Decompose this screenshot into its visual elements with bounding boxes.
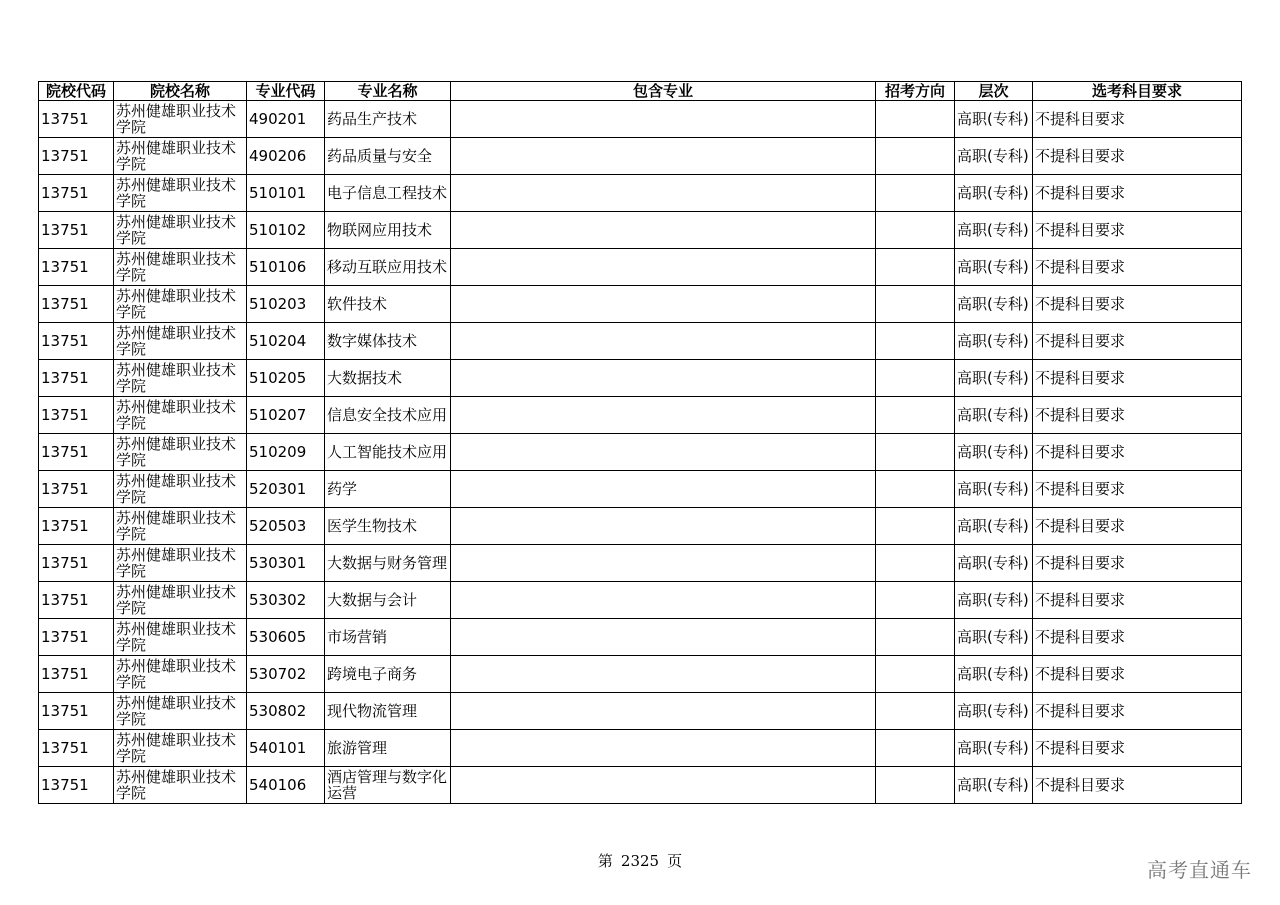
cell-included-majors [451, 619, 876, 656]
cell-included-majors [451, 693, 876, 730]
table-row [39, 582, 1242, 619]
cell-level: 高职(专科) [955, 360, 1033, 397]
table-row [39, 545, 1242, 582]
cell-direction [876, 767, 955, 804]
cell-level: 高职(专科) [955, 508, 1033, 545]
table-header-row [39, 82, 1242, 101]
cell-school-code: 13751 [39, 582, 114, 619]
cell-school-code: 13751 [39, 101, 114, 138]
cell-subject-requirement: 不提科目要求 [1033, 767, 1242, 804]
header-subject-requirement: 选考科目要求 [1033, 82, 1242, 101]
cell-major-name: 现代物流管理 [325, 693, 451, 730]
cell-major-name: 跨境电子商务 [325, 656, 451, 693]
cell-school-code: 13751 [39, 434, 114, 471]
cell-included-majors [451, 471, 876, 508]
cell-subject-requirement: 不提科目要求 [1033, 619, 1242, 656]
cell-major-code: 540101 [247, 730, 325, 767]
cell-included-majors [451, 212, 876, 249]
cell-level: 高职(专科) [955, 397, 1033, 434]
cell-direction [876, 212, 955, 249]
watermark: 高考直通车 [1147, 858, 1252, 882]
table-row [39, 730, 1242, 767]
cell-school-name: 苏州健雄职业技术学院 [114, 656, 247, 693]
cell-school-code: 13751 [39, 656, 114, 693]
cell-school-name: 苏州健雄职业技术学院 [114, 619, 247, 656]
cell-direction [876, 249, 955, 286]
cell-subject-requirement: 不提科目要求 [1033, 693, 1242, 730]
cell-major-code: 520301 [247, 471, 325, 508]
cell-subject-requirement: 不提科目要求 [1033, 656, 1242, 693]
cell-major-code: 520503 [247, 508, 325, 545]
cell-included-majors [451, 175, 876, 212]
cell-major-code: 540106 [247, 767, 325, 804]
cell-direction [876, 693, 955, 730]
cell-major-code: 490206 [247, 138, 325, 175]
header-major-name: 专业名称 [325, 82, 451, 101]
table-row [39, 101, 1242, 138]
cell-level: 高职(专科) [955, 286, 1033, 323]
cell-included-majors [451, 249, 876, 286]
cell-major-name: 数字媒体技术 [325, 323, 451, 360]
cell-subject-requirement: 不提科目要求 [1033, 212, 1242, 249]
cell-included-majors [451, 545, 876, 582]
cell-included-majors [451, 767, 876, 804]
table-row [39, 434, 1242, 471]
cell-school-name: 苏州健雄职业技术学院 [114, 582, 247, 619]
cell-school-name: 苏州健雄职业技术学院 [114, 138, 247, 175]
table-body [39, 101, 1242, 804]
cell-subject-requirement: 不提科目要求 [1033, 249, 1242, 286]
table-row [39, 397, 1242, 434]
table-row [39, 138, 1242, 175]
header-included-majors: 包含专业 [451, 82, 876, 101]
cell-major-name: 旅游管理 [325, 730, 451, 767]
cell-direction [876, 138, 955, 175]
cell-school-code: 13751 [39, 212, 114, 249]
cell-level: 高职(专科) [955, 619, 1033, 656]
page-number [0, 850, 1280, 871]
cell-direction [876, 656, 955, 693]
table-row [39, 656, 1242, 693]
cell-major-name: 移动互联应用技术 [325, 249, 451, 286]
cell-school-name: 苏州健雄职业技术学院 [114, 730, 247, 767]
cell-school-name: 苏州健雄职业技术学院 [114, 323, 247, 360]
cell-direction [876, 508, 955, 545]
cell-level: 高职(专科) [955, 249, 1033, 286]
cell-subject-requirement: 不提科目要求 [1033, 471, 1242, 508]
cell-major-code: 530702 [247, 656, 325, 693]
table-row [39, 693, 1242, 730]
cell-included-majors [451, 582, 876, 619]
cell-school-code: 13751 [39, 730, 114, 767]
cell-level: 高职(专科) [955, 101, 1033, 138]
header-level: 层次 [955, 82, 1033, 101]
table-row [39, 471, 1242, 508]
cell-level: 高职(专科) [955, 656, 1033, 693]
cell-school-code: 13751 [39, 286, 114, 323]
cell-subject-requirement: 不提科目要求 [1033, 545, 1242, 582]
cell-major-name: 医学生物技术 [325, 508, 451, 545]
cell-direction [876, 397, 955, 434]
cell-major-name: 大数据与财务管理 [325, 545, 451, 582]
cell-included-majors [451, 397, 876, 434]
cell-direction [876, 323, 955, 360]
cell-school-code: 13751 [39, 323, 114, 360]
cell-level: 高职(专科) [955, 175, 1033, 212]
cell-school-code: 13751 [39, 767, 114, 804]
table-row [39, 360, 1242, 397]
cell-level: 高职(专科) [955, 545, 1033, 582]
cell-major-code: 530301 [247, 545, 325, 582]
page-suffix: 页 [667, 852, 683, 870]
cell-included-majors [451, 656, 876, 693]
cell-subject-requirement: 不提科目要求 [1033, 286, 1242, 323]
cell-major-name: 药品生产技术 [325, 101, 451, 138]
table-row [39, 619, 1242, 656]
cell-level: 高职(专科) [955, 138, 1033, 175]
cell-major-code: 510106 [247, 249, 325, 286]
cell-direction [876, 730, 955, 767]
cell-school-code: 13751 [39, 693, 114, 730]
cell-level: 高职(专科) [955, 730, 1033, 767]
cell-subject-requirement: 不提科目要求 [1033, 730, 1242, 767]
cell-included-majors [451, 360, 876, 397]
cell-major-name: 药学 [325, 471, 451, 508]
cell-school-name: 苏州健雄职业技术学院 [114, 360, 247, 397]
cell-school-name: 苏州健雄职业技术学院 [114, 434, 247, 471]
cell-school-name: 苏州健雄职业技术学院 [114, 508, 247, 545]
header-school-name: 院校名称 [114, 82, 247, 101]
cell-major-code: 510207 [247, 397, 325, 434]
cell-subject-requirement: 不提科目要求 [1033, 323, 1242, 360]
cell-level: 高职(专科) [955, 434, 1033, 471]
cell-school-name: 苏州健雄职业技术学院 [114, 101, 247, 138]
cell-subject-requirement: 不提科目要求 [1033, 138, 1242, 175]
cell-major-code: 530605 [247, 619, 325, 656]
cell-school-name: 苏州健雄职业技术学院 [114, 286, 247, 323]
cell-subject-requirement: 不提科目要求 [1033, 175, 1242, 212]
table-row [39, 212, 1242, 249]
cell-subject-requirement: 不提科目要求 [1033, 360, 1242, 397]
cell-school-name: 苏州健雄职业技术学院 [114, 471, 247, 508]
header-direction: 招考方向 [876, 82, 955, 101]
cell-subject-requirement: 不提科目要求 [1033, 101, 1242, 138]
cell-major-code: 510204 [247, 323, 325, 360]
cell-level: 高职(专科) [955, 693, 1033, 730]
cell-major-name: 人工智能技术应用 [325, 434, 451, 471]
cell-direction [876, 175, 955, 212]
cell-direction [876, 360, 955, 397]
cell-school-code: 13751 [39, 508, 114, 545]
cell-level: 高职(专科) [955, 323, 1033, 360]
cell-subject-requirement: 不提科目要求 [1033, 508, 1242, 545]
cell-direction [876, 545, 955, 582]
cell-direction [876, 286, 955, 323]
cell-major-code: 510205 [247, 360, 325, 397]
cell-level: 高职(专科) [955, 767, 1033, 804]
cell-subject-requirement: 不提科目要求 [1033, 582, 1242, 619]
cell-school-code: 13751 [39, 138, 114, 175]
cell-major-name: 软件技术 [325, 286, 451, 323]
page-number-value: 2325 [620, 852, 660, 870]
cell-school-code: 13751 [39, 175, 114, 212]
cell-school-code: 13751 [39, 545, 114, 582]
cell-subject-requirement: 不提科目要求 [1033, 397, 1242, 434]
header-major-code: 专业代码 [247, 82, 325, 101]
cell-major-code: 510101 [247, 175, 325, 212]
cell-included-majors [451, 286, 876, 323]
cell-major-code: 530802 [247, 693, 325, 730]
cell-direction [876, 101, 955, 138]
page-prefix: 第 [597, 852, 613, 870]
cell-subject-requirement: 不提科目要求 [1033, 434, 1242, 471]
cell-major-name: 大数据与会计 [325, 582, 451, 619]
cell-major-name: 电子信息工程技术 [325, 175, 451, 212]
cell-school-name: 苏州健雄职业技术学院 [114, 175, 247, 212]
table-row [39, 175, 1242, 212]
cell-major-code: 510102 [247, 212, 325, 249]
cell-direction [876, 471, 955, 508]
cell-direction [876, 434, 955, 471]
cell-included-majors [451, 101, 876, 138]
cell-included-majors [451, 730, 876, 767]
cell-level: 高职(专科) [955, 212, 1033, 249]
table-row [39, 286, 1242, 323]
cell-included-majors [451, 508, 876, 545]
cell-level: 高职(专科) [955, 471, 1033, 508]
cell-major-name: 信息安全技术应用 [325, 397, 451, 434]
table-row [39, 508, 1242, 545]
cell-school-code: 13751 [39, 619, 114, 656]
cell-direction [876, 619, 955, 656]
cell-school-code: 13751 [39, 360, 114, 397]
cell-major-name: 物联网应用技术 [325, 212, 451, 249]
cell-included-majors [451, 434, 876, 471]
cell-included-majors [451, 323, 876, 360]
cell-school-name: 苏州健雄职业技术学院 [114, 545, 247, 582]
admission-majors-table [38, 81, 1242, 804]
cell-school-name: 苏州健雄职业技术学院 [114, 693, 247, 730]
cell-major-name: 药品质量与安全 [325, 138, 451, 175]
cell-level: 高职(专科) [955, 582, 1033, 619]
cell-school-code: 13751 [39, 471, 114, 508]
cell-school-code: 13751 [39, 249, 114, 286]
cell-major-code: 490201 [247, 101, 325, 138]
cell-major-name: 大数据技术 [325, 360, 451, 397]
table-row [39, 249, 1242, 286]
cell-direction [876, 582, 955, 619]
cell-major-code: 510209 [247, 434, 325, 471]
cell-school-name: 苏州健雄职业技术学院 [114, 767, 247, 804]
cell-major-code: 510203 [247, 286, 325, 323]
cell-included-majors [451, 138, 876, 175]
header-school-code: 院校代码 [39, 82, 114, 101]
cell-school-name: 苏州健雄职业技术学院 [114, 249, 247, 286]
cell-major-name: 市场营销 [325, 619, 451, 656]
cell-major-name: 酒店管理与数字化运营 [325, 767, 451, 804]
table-row [39, 323, 1242, 360]
cell-school-name: 苏州健雄职业技术学院 [114, 212, 247, 249]
table-row [39, 767, 1242, 804]
cell-school-code: 13751 [39, 397, 114, 434]
cell-school-name: 苏州健雄职业技术学院 [114, 397, 247, 434]
cell-major-code: 530302 [247, 582, 325, 619]
